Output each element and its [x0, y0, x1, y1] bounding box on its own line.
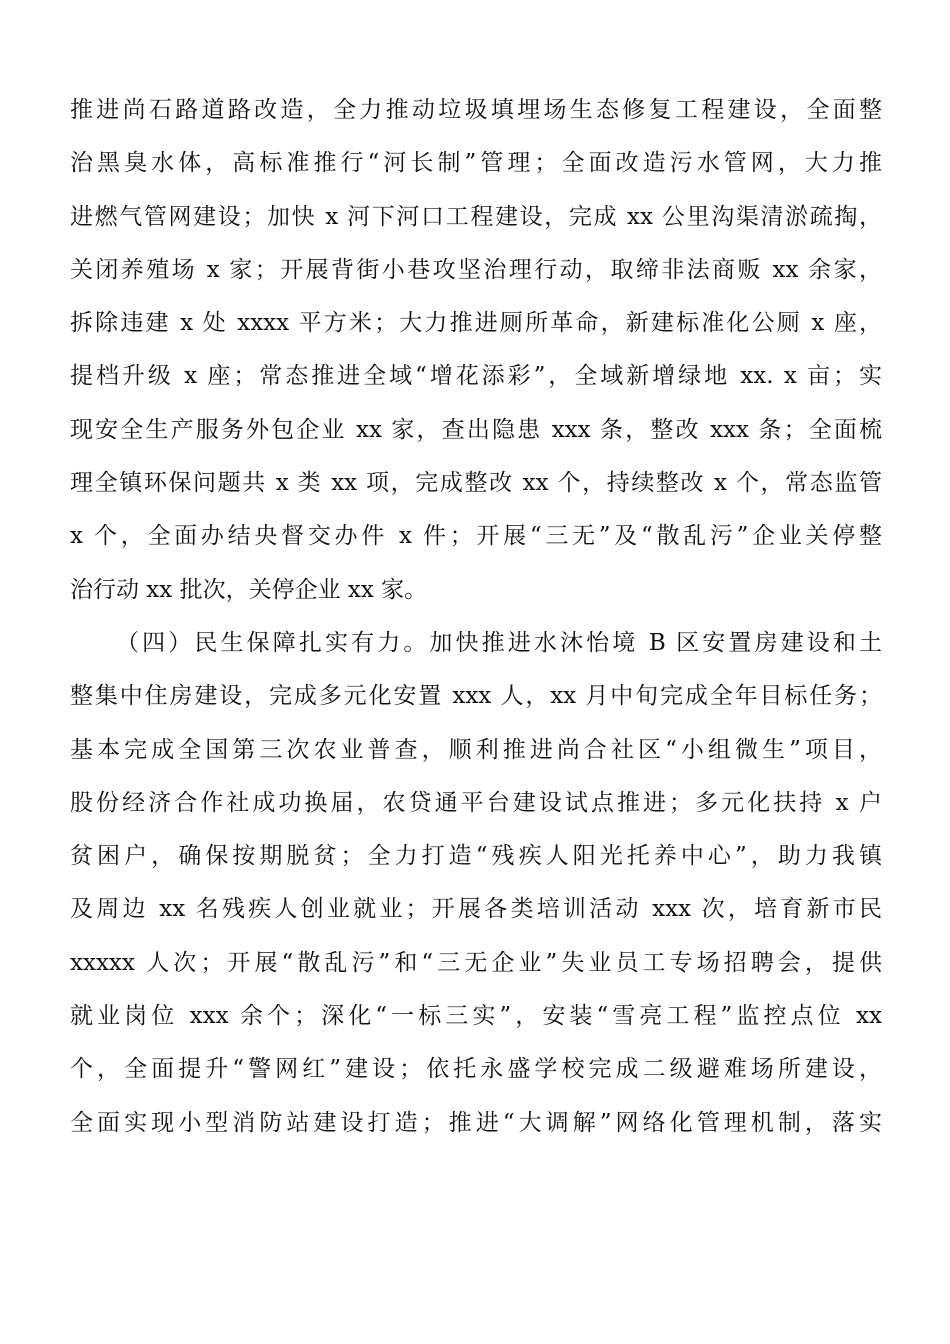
text-line: 基本完成全国第三次农业普查，顺利推进尚合社区“小组微生”项目，: [70, 736, 882, 763]
text-line: 关闭养殖场 x 家；开展背街小巷攻坚治理行动，取缔非法商贩 xx 余家，: [70, 256, 882, 283]
paragraph-livelihood: [70, 617, 882, 1150]
text-line: 理全镇环保问题共 x 类 xx 项，完成整改 xx 个，持续整改 x 个，常态监管: [70, 470, 882, 497]
text-line: 就业岗位 xxx 余个；深化“一标三实”，安装“雪亮工程”监控点位 xx: [70, 1003, 882, 1030]
text-line: 进燃气管网建设；加快 x 河下河口工程建设，完成 xx 公里沟渠清淤疏掏，: [70, 203, 882, 230]
text-line: 现安全生产服务外包企业 xx 家，查出隐患 xxx 条，整改 xxx 条；全面梳: [70, 416, 882, 443]
text-line: 拆除违建 x 处 xxxx 平方米；大力推进厕所革命，新建标准化公厕 x 座，: [70, 310, 882, 337]
text-line: 及周边 xx 名残疾人创业就业；开展各类培训活动 xxx 次，培育新市民: [70, 896, 882, 923]
text-line: 治行动 xx 批次，关停企业 xx 家。: [70, 576, 428, 603]
text-line: 股份经济合作社成功换届，农贷通平台建设试点推进；多元化扶持 x 户: [70, 789, 882, 816]
text-line: 贫困户，确保按期脱贫；全力打造“残疾人阳光托养中心”，助力我镇: [70, 843, 882, 870]
section-heading-line: （四）民生保障扎实有力。加快推进水沐怡境 B 区安置房建设和土: [116, 629, 882, 656]
text-line: 整集中住房建设，完成多元化安置 xxx 人，xx 月中旬完成全年目标任务；: [70, 683, 882, 710]
text-line: x 个，全面办结央督交办件 x 件；开展“三无”及“散乱污”企业关停整: [70, 523, 882, 550]
document-body: [70, 84, 882, 1150]
text-line: 个，全面提升“警网红”建设；依托永盛学校完成二级避难场所建设，: [70, 1056, 882, 1083]
paragraph-environment: [70, 84, 882, 617]
text-line: 提档升级 x 座；常态推进全域“增花添彩”，全域新增绿地 xx. x 亩；实: [70, 363, 882, 390]
text-line: 治黑臭水体，高标准推行“河长制”管理；全面改造污水管网，大力推: [70, 150, 882, 177]
text-line: 全面实现小型消防站建设打造；推进“大调解”网络化管理机制，落实: [70, 1109, 882, 1136]
text-line: xxxxx 人次；开展“散乱污”和“三无企业”失业员工专场招聘会，提供: [70, 949, 882, 976]
text-line: 推进尚石路道路改造，全力推动垃圾填埋场生态修复工程建设，全面整: [70, 97, 882, 123]
